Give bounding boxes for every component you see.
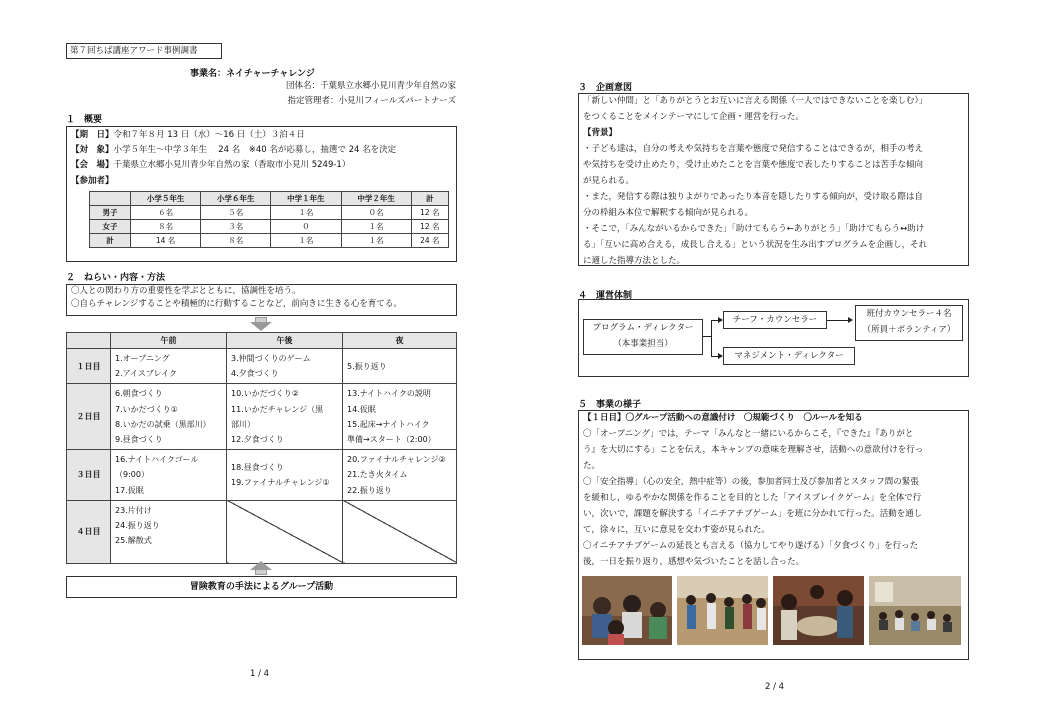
project-name: 事業名：ネイチャーチャレンジ [190, 69, 315, 79]
cell: ０ [271, 220, 341, 234]
day1-night [343, 349, 457, 384]
group-counselor-note: （所員＋ボランティア） [862, 325, 956, 336]
photo-icebreak [677, 576, 768, 645]
day3-pm [227, 450, 343, 501]
schedule-item: 10.いかだづくり② [231, 389, 299, 399]
schedule-item: 15.起床→ナイトハイク [347, 419, 430, 429]
manager-name: 指定管理者：小見川フィールズパートナーズ [287, 96, 456, 106]
cell: １名 [341, 220, 411, 234]
schedule-item: 9.昼食づくり [115, 434, 163, 444]
schedule-item: 25.解散式 [115, 536, 152, 546]
period-label: 【期 日】 [71, 130, 114, 140]
schedule-row-day4 [67, 500, 457, 563]
activity-line: た。 [583, 460, 601, 471]
schedule-item: 2.アイスブレイク [115, 369, 177, 379]
section-2-title: ２ ねらい・内容・方法 [66, 273, 166, 283]
participants-header: 計 [411, 192, 448, 206]
schedule-item: 13.ナイトハイクの説明 [347, 389, 431, 399]
schedule-item: 部川） [231, 419, 255, 429]
activity-line: 〇「オープニング」では，テーマ「みんなと一緒にいるからこそ，『できた』『ありがと [583, 428, 914, 439]
schedule-item: 12.夕食づくり [231, 434, 284, 444]
target-row [71, 144, 396, 157]
schedule-item: 20.ファイナルチャレンジ② [347, 455, 446, 465]
schedule-item: 準備→スタート（2:00） [347, 434, 436, 444]
participants-header-row [90, 192, 449, 206]
row-label: 計 [90, 234, 131, 248]
chief-counselor-box: チーフ・カウンセラー [723, 311, 827, 329]
intent-box [578, 93, 969, 266]
schedule-item: 16.ナイトハイクゴール [115, 455, 199, 465]
day-label: ４日目 [67, 500, 111, 563]
cell: １名 [341, 234, 411, 248]
schedule-item: 1.オープニング [115, 354, 170, 363]
schedule-item: 23.片付け [115, 505, 152, 515]
page-2 [520, 0, 1040, 720]
photo-cooking [773, 576, 864, 645]
cell: ５名 [201, 206, 271, 220]
schedule-item: 8.いかだの試乗（黒部川） [115, 419, 211, 429]
activity-line: を緩和し，ゆるやかな関係を作ることを目的とした「アイスブレイクゲーム」を全体で行 [583, 492, 922, 503]
schedule-item: 21.たき火タイム [347, 470, 408, 480]
section-4-title: ４ 運営体制 [578, 291, 633, 301]
program-director-note: （本事業担当） [613, 339, 673, 350]
schedule-row-day3 [67, 450, 457, 501]
day2-am [111, 384, 227, 450]
page-number: 2 / 4 [765, 682, 785, 692]
day4-night-empty [343, 500, 457, 563]
schedule-item: 5.振り返り [347, 361, 387, 371]
connector [703, 336, 711, 337]
aim-item: 〇人との関わり方の重要性を学ぶとともに，協調性を培う。 [71, 286, 301, 296]
participants-row-total [90, 234, 449, 248]
intent-line: や気持ちを受け止めたり，受け止めたことを言葉や態度で表したりすることは苦手な傾向 [583, 159, 924, 170]
section-1-title: １ 概要 [66, 115, 103, 125]
arrow-right-icon [848, 317, 853, 323]
participants-row-girls [90, 220, 449, 234]
period-value: 令和７年８月 13 日（水）～16 日（土）３泊４日 [113, 130, 305, 140]
page-number: 1 / 4 [250, 669, 270, 679]
schedule-header-am: 午前 [111, 333, 227, 349]
intent-line: に適した指導方法とした。 [583, 255, 686, 266]
intent-line: 分の枠組み本位で解釈する傾向が見られる。 [583, 207, 754, 218]
group-counselor: 班付カウンセラー４名 [866, 309, 952, 319]
intent-line: る」「互いに高め合える，成長し合える」という状況を生み出すプログラムを企画し，それ [583, 239, 928, 250]
schedule-item: 6.朝食づくり [115, 389, 163, 399]
cell: ３名 [201, 220, 271, 234]
day-label: １日目 [67, 349, 111, 384]
cell: ８名 [201, 234, 271, 248]
participants-header: 小学５年生 [131, 192, 201, 206]
aims-box [66, 284, 457, 316]
row-label: 男子 [90, 206, 131, 220]
day2-pm [227, 384, 343, 450]
schedule-item: 14.仮眠 [347, 404, 376, 414]
participants-header: 中学１年生 [271, 192, 341, 206]
schedule-item: 18.昼食づくり [231, 462, 284, 472]
program-director-box [583, 319, 703, 355]
activity-line: い，次いで，課題を解決する「イニチアチブゲーム」を班に分かれて行った。活動を通し [583, 508, 923, 519]
schedule-item: 24.振り返り [115, 520, 160, 530]
schedule-item: 4.夕食づくり [231, 369, 279, 379]
activity-line: う』を大切にする」ことを伝え，本キャンプの意味を理解させ，活動への意欲付けを行っ [583, 444, 924, 455]
activity-line: 後，一日を振り返り，感想や気づいたことを話し合った。 [583, 556, 805, 567]
activity-line: て，徐々に，互いに意見を交わす姿が見られた。 [583, 524, 770, 535]
intent-line: ・また，発信する際は独りよがりであったり本音を隠したりする傾向が，受け取る際は自 [583, 191, 923, 202]
day-label: ３日目 [67, 450, 111, 501]
day-label: ２日目 [67, 384, 111, 450]
schedule-header-row [67, 333, 457, 349]
venue-label: 【会 場】 [71, 160, 114, 170]
cell: ６名 [131, 206, 201, 220]
participants-table [89, 191, 449, 248]
cell: 14 名 [131, 234, 201, 248]
connector [711, 320, 712, 357]
intent-line: 【背景】 [583, 127, 618, 138]
overview-box [66, 126, 457, 262]
connector [827, 320, 849, 321]
row-label: 女子 [90, 220, 131, 234]
cell: 24 名 [411, 234, 448, 248]
program-director: プログラム・ディレクター [592, 323, 694, 333]
participants-header [90, 192, 131, 206]
target-value: 小学５年生～中学３年生 24 名 ※40 名が応募し，抽選で 24 名を決定 [113, 145, 397, 155]
cell: １名 [271, 206, 341, 220]
method-box: 冒険教育の手法によるグループ活動 [66, 576, 457, 598]
schedule-item: （9:00） [115, 470, 149, 480]
day2-night [343, 384, 457, 450]
section-3-title: ３ 企画意図 [578, 83, 633, 93]
schedule-row-day2 [67, 384, 457, 450]
intent-line: ・子ども達は，自分の考えや気持ちを言葉や態度で発信することはできるが，相手の考え [583, 143, 924, 154]
day4-am [111, 500, 227, 563]
schedule-row-day1 [67, 349, 457, 384]
venue-value: 千葉県立水郷小見川青少年自然の家（香取市小見川 5249-1） [113, 160, 351, 170]
period-row [71, 129, 305, 142]
org-name: 団体名：千葉県立水郷小見川青少年自然の家 [285, 81, 456, 91]
day1-pm [227, 349, 343, 384]
activity-line: 〇「安全指導」（心の安全，熱中症等）の後，参加者同士及び参加者とスタッフ間の緊張 [583, 476, 919, 487]
participants-header: 中学２年生 [341, 192, 411, 206]
intent-line: をつくることをメインテーマにして企画・運営を行った。 [583, 111, 804, 122]
day1-am [111, 349, 227, 384]
management-director-box: マネジメント・ディレクター [723, 347, 855, 365]
org-chart [578, 299, 969, 377]
schedule-header [67, 333, 111, 349]
intent-line: 「新しい仲間」と「ありがとうとお互いに言える関係（一人ではできないことを楽しむ）」 [583, 96, 928, 106]
schedule-item: 11.いかだチャレンジ（黒 [231, 404, 324, 414]
activity-line: 〇イニチアチブゲームの延長とも言える（協力してやり遂げる）「夕食づくり」を行った [583, 540, 919, 551]
arrow-up-icon-stem [255, 569, 267, 575]
cell: ０名 [341, 206, 411, 220]
cell: 12 名 [411, 220, 448, 234]
schedule-item: 22.振り返り [347, 485, 392, 495]
day3-am [111, 450, 227, 501]
cell: ８名 [131, 220, 201, 234]
section-5-title: ５ 事業の様子 [578, 400, 642, 410]
schedule-item: 7.いかだづくり① [115, 404, 178, 414]
cell: １名 [271, 234, 341, 248]
doc-label: 第７回ちば講座アワード事例調書 [66, 43, 222, 59]
photo-reflection [869, 576, 961, 645]
schedule-header-night: 夜 [343, 333, 457, 349]
day3-night [343, 450, 457, 501]
photo-opening [582, 576, 672, 645]
participants-row-boys [90, 206, 449, 220]
participants-header: 小学６年生 [201, 192, 271, 206]
aim-item: 〇自らチャレンジすることや積極的に行動することなど，前向きに生きる心を育てる。 [71, 299, 402, 310]
intent-line: ・そこで，「みんながいるからできた」「助けてもらう←ありがとう」「助けてもらう↔助け [583, 223, 925, 234]
day4-pm-empty [227, 500, 343, 563]
schedule-item: 3.仲間づくりのゲーム [231, 354, 311, 363]
schedule-table [66, 332, 457, 564]
group-counselor-box [855, 305, 963, 341]
activity-line: 【１日目】〇グループ活動への意識付け 〇規範づくり 〇ルールを知る [583, 413, 863, 423]
intent-line: が見られる。 [583, 175, 635, 186]
cell: 12 名 [411, 206, 448, 220]
arrow-down-icon [250, 322, 272, 331]
participants-label: 【参加者】 [71, 176, 114, 186]
schedule-item: 17.仮眠 [115, 485, 144, 495]
schedule-item: 19.ファイナルチャレンジ① [231, 477, 330, 487]
target-label: 【対 象】 [71, 145, 114, 155]
schedule-header-pm: 午後 [227, 333, 343, 349]
venue-row [71, 159, 350, 172]
